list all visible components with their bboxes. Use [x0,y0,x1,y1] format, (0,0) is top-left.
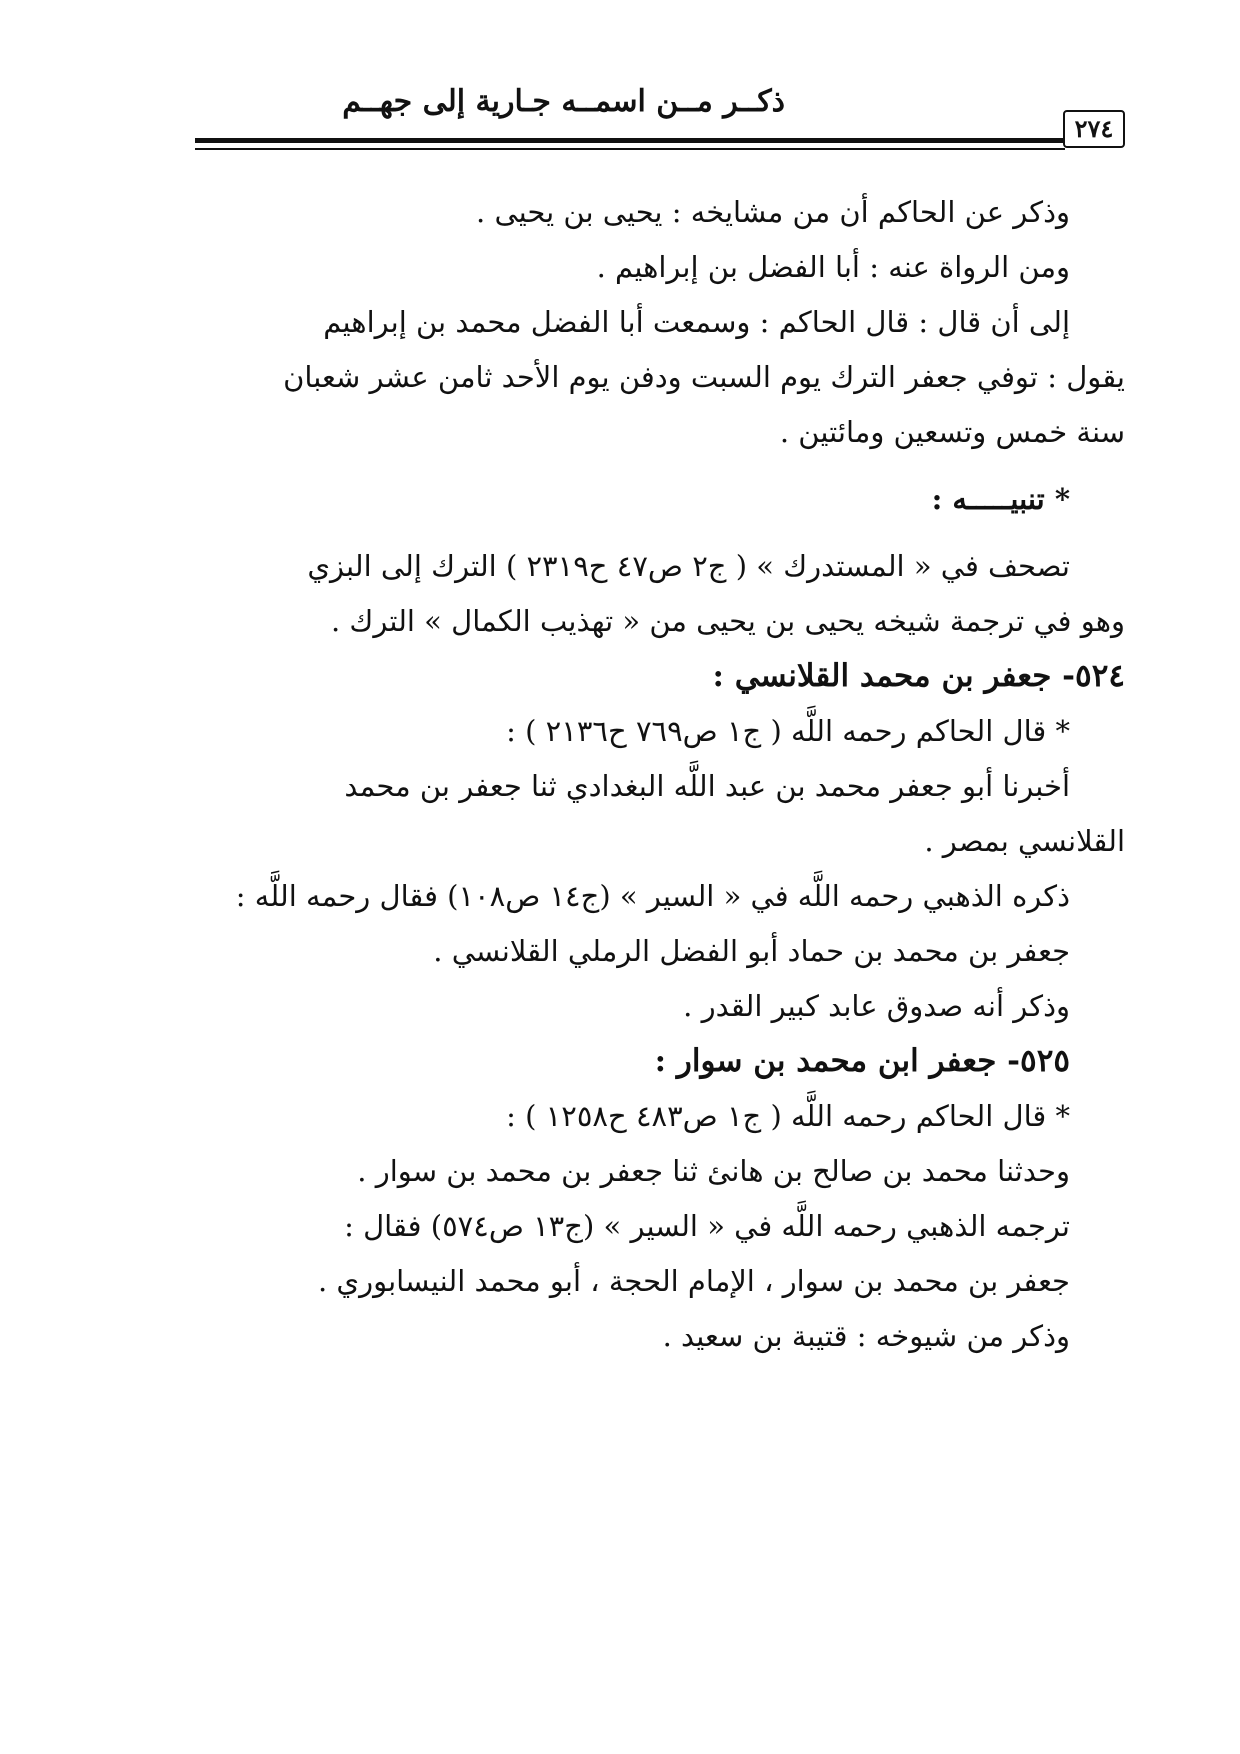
note-heading: * تنبيـــــه : [931,482,1070,516]
header-rule-thin [195,148,1065,150]
text-line: جعفر بن محمد بن حماد أبو الفضل الرملي القلانسي . [433,934,1070,968]
entry-heading-525: ٥٢٥- جعفر ابن محمد بن سوار : [654,1043,1070,1079]
text-line: تصحف في « المستدرك » ( ج٢ ص٤٧ ح٢٣١٩ ) الترك إلى البزي [307,549,1070,583]
text-line: وذكر عن الحاكم أن من مشايخه : يحيى بن يحيى . [476,195,1070,229]
entry-heading-524: ٥٢٤- جعفر بن محمد القلانسي : [712,658,1125,694]
text-line: سنة خمس وتسعين ومائتين . [779,415,1125,449]
text-line: * قال الحاكم رحمه اللَّه ( ج١ ص٤٨٣ ح١٢٥٨ ) : [506,1099,1070,1133]
page-number: ٢٧٤ [1063,110,1125,148]
text-line: ذكره الذهبي رحمه اللَّه في « السير » (ج١٤ ص١٠٨) فقال رحمه اللَّه : [235,879,1070,913]
text-line: القلانسي بمصر . [924,824,1125,858]
text-line: جعفر بن محمد بن سوار ، الإمام الحجة ، أبو محمد النيسابوري . [317,1264,1070,1298]
text-line: * قال الحاكم رحمه اللَّه ( ج١ ص٧٦٩ ح٢١٣٦ ) : [506,714,1070,748]
text-line: ترجمه الذهبي رحمه اللَّه في « السير » (ج١٣ ص٥٧٤) فقال : [344,1209,1070,1243]
text-line: إلى أن قال : قال الحاكم : وسمعت أبا الفضل محمد بن إبراهيم [323,305,1070,339]
page-body [195,185,1125,1364]
text-line: أخبرنا أبو جعفر محمد بن عبد اللَّه البغدادي ثنا جعفر بن محمد [344,769,1070,803]
text-line: يقول : توفي جعفر الترك يوم السبت ودفن يوم الأحد ثامن عشر شعبان [283,360,1125,394]
text-line: وذكر من شيوخه : قتيبة بن سعيد . [662,1319,1070,1353]
page-header [195,80,1125,160]
text-line: وحدثنا محمد بن صالح بن هانئ ثنا جعفر بن محمد بن سوار . [357,1154,1070,1188]
text-line: ومن الرواة عنه : أبا الفضل بن إبراهيم . [596,250,1070,284]
running-title: ذكــر مــن اسمــه جـارية إلى جهــم [342,84,785,119]
text-line: وهو في ترجمة شيخه يحيى بن يحيى من « تهذيب الكمال » الترك . [330,604,1125,638]
text-line: وذكر أنه صدوق عابد كبير القدر . [683,989,1070,1023]
header-rule-thick [195,138,1065,143]
